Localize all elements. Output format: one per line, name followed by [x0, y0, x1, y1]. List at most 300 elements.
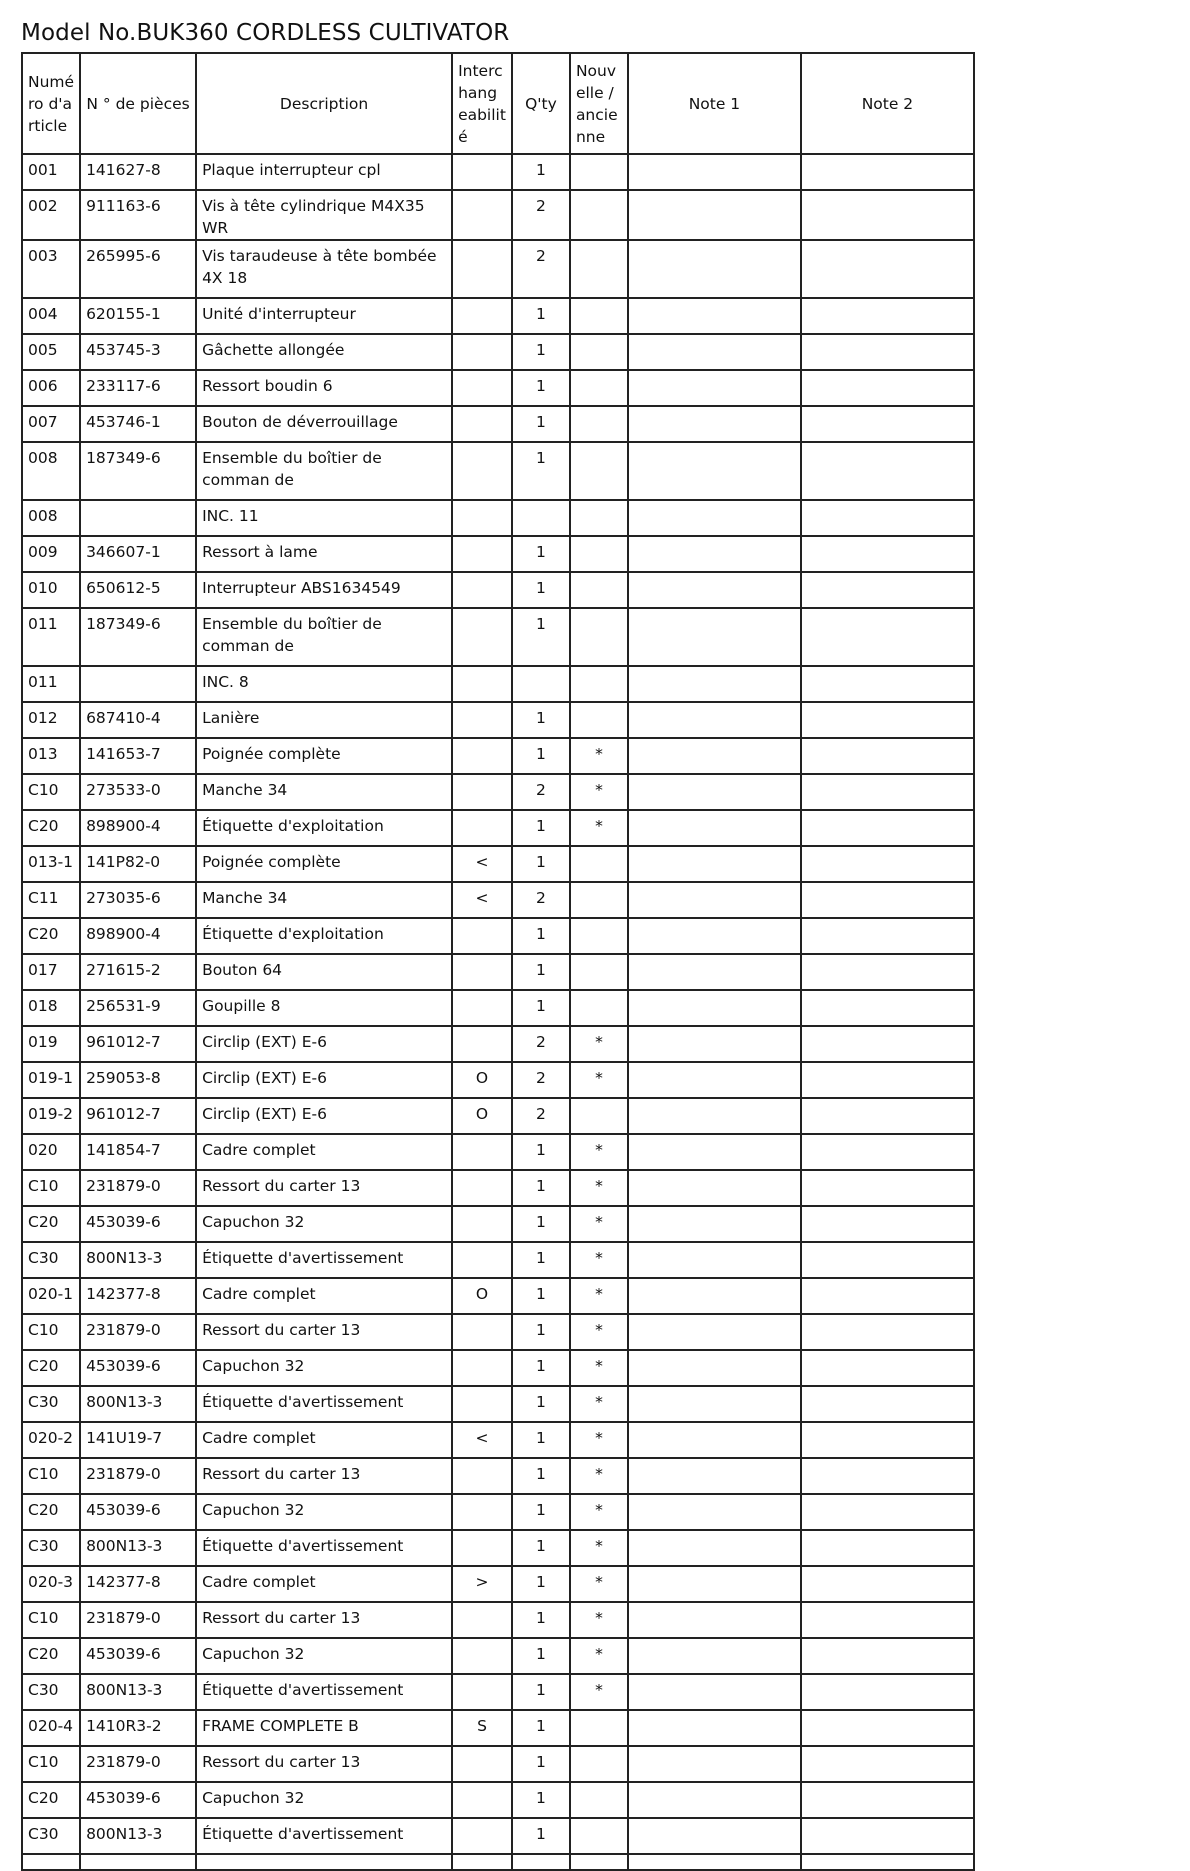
- cell-note1: [628, 1278, 801, 1314]
- cell-empty: [801, 1854, 974, 1870]
- table-row-cut: [22, 1854, 974, 1870]
- cell-part-no: 256531-9: [80, 990, 196, 1026]
- cell-note1: [628, 240, 801, 298]
- table-row: [22, 990, 974, 1026]
- table-row: [22, 1458, 974, 1494]
- cell-note1: [628, 1530, 801, 1566]
- cell-new-old: [570, 298, 628, 334]
- cell-interchangeability: [452, 154, 512, 190]
- cell-qty: 1: [512, 1494, 570, 1530]
- cell-note1: [628, 1242, 801, 1278]
- cell-item-no: C20: [22, 1782, 80, 1818]
- cell-qty: 2: [512, 1026, 570, 1062]
- cell-item-no: 020-1: [22, 1278, 80, 1314]
- table-row: [22, 1206, 974, 1242]
- cell-interchangeability: [452, 442, 512, 500]
- cell-description: Goupille 8: [196, 990, 452, 1026]
- cell-interchangeability: [452, 1170, 512, 1206]
- cell-note2: [801, 1674, 974, 1710]
- cell-note2: [801, 1530, 974, 1566]
- cell-note2: [801, 1602, 974, 1638]
- cell-description: Étiquette d'exploitation: [196, 810, 452, 846]
- table-body: [22, 154, 974, 1870]
- cell-note2: [801, 240, 974, 298]
- cell-part-no: 453746-1: [80, 406, 196, 442]
- table-row: [22, 1026, 974, 1062]
- table-row: [22, 442, 974, 500]
- cell-new-old: [570, 334, 628, 370]
- cell-note1: [628, 918, 801, 954]
- cell-description: Étiquette d'avertissement: [196, 1530, 452, 1566]
- cell-new-old: [570, 572, 628, 608]
- cell-note2: [801, 1818, 974, 1854]
- cell-description: Gâchette allongée: [196, 334, 452, 370]
- cell-interchangeability: [452, 536, 512, 572]
- cell-new-old: [570, 1098, 628, 1134]
- table-row: [22, 738, 974, 774]
- table-row: [22, 882, 974, 918]
- header-note1: Note 1: [628, 53, 801, 154]
- table-row: [22, 334, 974, 370]
- cell-interchangeability: [452, 1206, 512, 1242]
- cell-note2: [801, 442, 974, 500]
- cell-note2: [801, 918, 974, 954]
- cell-note2: [801, 500, 974, 536]
- cell-description: Cadre complet: [196, 1134, 452, 1170]
- table-row: [22, 1638, 974, 1674]
- header-new-old: Nouv elle / ancie nne: [570, 53, 628, 154]
- cell-new-old: *: [570, 1386, 628, 1422]
- cell-interchangeability: S: [452, 1710, 512, 1746]
- cell-note2: [801, 990, 974, 1026]
- cell-interchangeability: [452, 1746, 512, 1782]
- cell-part-no: 650612-5: [80, 572, 196, 608]
- cell-note1: [628, 154, 801, 190]
- cell-note2: [801, 1134, 974, 1170]
- cell-new-old: [570, 666, 628, 702]
- cell-item-no: 001: [22, 154, 80, 190]
- cell-note2: [801, 334, 974, 370]
- cell-interchangeability: <: [452, 882, 512, 918]
- cell-qty: 1: [512, 810, 570, 846]
- cell-note2: [801, 1206, 974, 1242]
- cell-interchangeability: [452, 334, 512, 370]
- cell-note1: [628, 1746, 801, 1782]
- cell-item-no: C10: [22, 1314, 80, 1350]
- cell-new-old: *: [570, 1674, 628, 1710]
- cell-qty: 1: [512, 1638, 570, 1674]
- cell-new-old: *: [570, 1242, 628, 1278]
- cell-part-no: 231879-0: [80, 1314, 196, 1350]
- cell-part-no: 141P82-0: [80, 846, 196, 882]
- cell-new-old: *: [570, 1494, 628, 1530]
- cell-note1: [628, 810, 801, 846]
- cell-new-old: [570, 536, 628, 572]
- cell-note2: [801, 810, 974, 846]
- cell-qty: 1: [512, 1134, 570, 1170]
- cell-note2: [801, 882, 974, 918]
- cell-note1: [628, 1098, 801, 1134]
- cell-qty: 1: [512, 370, 570, 406]
- cell-empty: [196, 1854, 452, 1870]
- cell-new-old: [570, 846, 628, 882]
- table-row: [22, 702, 974, 738]
- cell-note1: [628, 190, 801, 240]
- cell-part-no: 273533-0: [80, 774, 196, 810]
- cell-empty: [452, 1854, 512, 1870]
- cell-note1: [628, 500, 801, 536]
- cell-description: Capuchon 32: [196, 1494, 452, 1530]
- cell-note1: [628, 1386, 801, 1422]
- table-row: [22, 1566, 974, 1602]
- cell-note2: [801, 1170, 974, 1206]
- cell-interchangeability: >: [452, 1566, 512, 1602]
- cell-part-no: 620155-1: [80, 298, 196, 334]
- cell-note2: [801, 1026, 974, 1062]
- cell-qty: 1: [512, 1602, 570, 1638]
- cell-part-no: 687410-4: [80, 702, 196, 738]
- cell-new-old: [570, 442, 628, 500]
- cell-note1: [628, 370, 801, 406]
- cell-new-old: [570, 918, 628, 954]
- table-row: [22, 370, 974, 406]
- cell-note2: [801, 1746, 974, 1782]
- cell-part-no: 141653-7: [80, 738, 196, 774]
- cell-interchangeability: [452, 240, 512, 298]
- cell-note2: [801, 1350, 974, 1386]
- cell-note1: [628, 1350, 801, 1386]
- cell-note2: [801, 738, 974, 774]
- table-row: [22, 1602, 974, 1638]
- cell-description: Étiquette d'avertissement: [196, 1674, 452, 1710]
- cell-item-no: 012: [22, 702, 80, 738]
- cell-description: Vis taraudeuse à tête bombée 4X 18: [196, 240, 452, 298]
- cell-item-no: 020: [22, 1134, 80, 1170]
- cell-item-no: 019-2: [22, 1098, 80, 1134]
- cell-interchangeability: [452, 1818, 512, 1854]
- cell-note1: [628, 572, 801, 608]
- cell-qty: [512, 666, 570, 702]
- cell-description: Ensemble du boîtier de comman de: [196, 442, 452, 500]
- cell-part-no: 453039-6: [80, 1638, 196, 1674]
- cell-new-old: *: [570, 1170, 628, 1206]
- cell-part-no: 800N13-3: [80, 1674, 196, 1710]
- table-row: [22, 1314, 974, 1350]
- cell-interchangeability: O: [452, 1098, 512, 1134]
- cell-item-no: C10: [22, 1602, 80, 1638]
- cell-part-no: 231879-0: [80, 1746, 196, 1782]
- cell-interchangeability: [452, 370, 512, 406]
- cell-new-old: [570, 190, 628, 240]
- cell-qty: 1: [512, 1566, 570, 1602]
- cell-new-old: *: [570, 1422, 628, 1458]
- cell-note1: [628, 1638, 801, 1674]
- cell-description: Cadre complet: [196, 1422, 452, 1458]
- cell-item-no: C10: [22, 1170, 80, 1206]
- cell-part-no: 800N13-3: [80, 1530, 196, 1566]
- cell-part-no: 898900-4: [80, 810, 196, 846]
- cell-qty: 1: [512, 1458, 570, 1494]
- table-row: [22, 1170, 974, 1206]
- cell-item-no: 003: [22, 240, 80, 298]
- table-row: [22, 1494, 974, 1530]
- cell-part-no: 911163-6: [80, 190, 196, 240]
- cell-note1: [628, 536, 801, 572]
- cell-part-no: 453039-6: [80, 1206, 196, 1242]
- cell-interchangeability: <: [452, 846, 512, 882]
- cell-interchangeability: [452, 738, 512, 774]
- cell-description: Lanière: [196, 702, 452, 738]
- cell-interchangeability: [452, 1386, 512, 1422]
- cell-description: Poignée complète: [196, 846, 452, 882]
- cell-new-old: *: [570, 1278, 628, 1314]
- cell-note1: [628, 1314, 801, 1350]
- cell-item-no: 007: [22, 406, 80, 442]
- cell-interchangeability: <: [452, 1422, 512, 1458]
- cell-new-old: [570, 1746, 628, 1782]
- cell-qty: 1: [512, 1674, 570, 1710]
- cell-new-old: *: [570, 1314, 628, 1350]
- cell-note2: [801, 702, 974, 738]
- table-row: [22, 536, 974, 572]
- header-qty: Q'ty: [512, 53, 570, 154]
- table-row: [22, 1818, 974, 1854]
- cell-note2: [801, 190, 974, 240]
- cell-note1: [628, 1566, 801, 1602]
- cell-qty: 1: [512, 1710, 570, 1746]
- cell-item-no: 010: [22, 572, 80, 608]
- cell-item-no: 018: [22, 990, 80, 1026]
- cell-item-no: C30: [22, 1242, 80, 1278]
- cell-qty: 1: [512, 1242, 570, 1278]
- cell-part-no: 453039-6: [80, 1350, 196, 1386]
- cell-qty: 1: [512, 608, 570, 666]
- cell-interchangeability: [452, 1674, 512, 1710]
- cell-qty: 2: [512, 190, 570, 240]
- cell-interchangeability: [452, 1458, 512, 1494]
- cell-new-old: [570, 500, 628, 536]
- cell-interchangeability: [452, 1350, 512, 1386]
- cell-description: Vis à tête cylindrique M4X35 WR: [196, 190, 452, 240]
- cell-qty: 1: [512, 442, 570, 500]
- cell-part-no: 231879-0: [80, 1170, 196, 1206]
- table-row: [22, 1062, 974, 1098]
- cell-new-old: [570, 240, 628, 298]
- cell-qty: 1: [512, 1782, 570, 1818]
- cell-part-no: 265995-6: [80, 240, 196, 298]
- cell-part-no: 187349-6: [80, 608, 196, 666]
- cell-qty: 1: [512, 918, 570, 954]
- cell-note1: [628, 1134, 801, 1170]
- table-row: [22, 1530, 974, 1566]
- table-row: [22, 500, 974, 536]
- table-row: [22, 810, 974, 846]
- cell-qty: 1: [512, 572, 570, 608]
- cell-description: Bouton 64: [196, 954, 452, 990]
- cell-note2: [801, 1314, 974, 1350]
- cell-note1: [628, 608, 801, 666]
- cell-description: Ressort du carter 13: [196, 1602, 452, 1638]
- cell-item-no: 006: [22, 370, 80, 406]
- cell-note2: [801, 1782, 974, 1818]
- cell-part-no: 231879-0: [80, 1602, 196, 1638]
- cell-interchangeability: [452, 1026, 512, 1062]
- cell-interchangeability: [452, 666, 512, 702]
- cell-item-no: C30: [22, 1386, 80, 1422]
- cell-part-no: 231879-0: [80, 1458, 196, 1494]
- table-row: [22, 774, 974, 810]
- cell-qty: 1: [512, 1422, 570, 1458]
- cell-interchangeability: [452, 572, 512, 608]
- cell-item-no: 005: [22, 334, 80, 370]
- cell-description: FRAME COMPLETE B: [196, 1710, 452, 1746]
- cell-item-no: 013-1: [22, 846, 80, 882]
- cell-item-no: C30: [22, 1818, 80, 1854]
- cell-note2: [801, 1098, 974, 1134]
- cell-note2: [801, 298, 974, 334]
- cell-empty: [512, 1854, 570, 1870]
- cell-item-no: C20: [22, 918, 80, 954]
- cell-interchangeability: [452, 918, 512, 954]
- cell-item-no: C10: [22, 774, 80, 810]
- cell-note2: [801, 1062, 974, 1098]
- cell-interchangeability: [452, 190, 512, 240]
- page-title: Model No.BUK360 CORDLESS CULTIVATOR: [21, 20, 510, 46]
- cell-empty: [22, 1854, 80, 1870]
- table-row: [22, 954, 974, 990]
- cell-note1: [628, 738, 801, 774]
- cell-description: Capuchon 32: [196, 1638, 452, 1674]
- cell-description: Capuchon 32: [196, 1782, 452, 1818]
- cell-part-no: 961012-7: [80, 1026, 196, 1062]
- table-header: [22, 53, 974, 154]
- cell-description: Circlip (EXT) E-6: [196, 1026, 452, 1062]
- cell-note2: [801, 1566, 974, 1602]
- cell-part-no: [80, 500, 196, 536]
- cell-part-no: 898900-4: [80, 918, 196, 954]
- cell-new-old: *: [570, 1530, 628, 1566]
- cell-description: Capuchon 32: [196, 1350, 452, 1386]
- cell-note1: [628, 1674, 801, 1710]
- cell-new-old: [570, 954, 628, 990]
- table-row: [22, 1134, 974, 1170]
- cell-item-no: 019-1: [22, 1062, 80, 1098]
- cell-note2: [801, 536, 974, 572]
- cell-description: Manche 34: [196, 774, 452, 810]
- cell-note2: [801, 666, 974, 702]
- cell-item-no: 002: [22, 190, 80, 240]
- cell-note2: [801, 608, 974, 666]
- cell-note1: [628, 1062, 801, 1098]
- cell-new-old: [570, 608, 628, 666]
- cell-item-no: 011: [22, 666, 80, 702]
- cell-description: Ressort du carter 13: [196, 1314, 452, 1350]
- cell-new-old: [570, 370, 628, 406]
- cell-part-no: 141627-8: [80, 154, 196, 190]
- cell-interchangeability: [452, 810, 512, 846]
- cell-interchangeability: [452, 298, 512, 334]
- cell-new-old: [570, 990, 628, 1026]
- cell-note2: [801, 1242, 974, 1278]
- cell-part-no: 142377-8: [80, 1566, 196, 1602]
- cell-note1: [628, 990, 801, 1026]
- cell-description: Ressort du carter 13: [196, 1458, 452, 1494]
- header-item-no: Numé ro d'a rticle: [22, 53, 80, 154]
- cell-qty: 2: [512, 1062, 570, 1098]
- cell-qty: 2: [512, 882, 570, 918]
- cell-item-no: C20: [22, 810, 80, 846]
- cell-note2: [801, 954, 974, 990]
- cell-interchangeability: [452, 1530, 512, 1566]
- cell-interchangeability: O: [452, 1062, 512, 1098]
- cell-item-no: 013: [22, 738, 80, 774]
- cell-note1: [628, 1422, 801, 1458]
- table-row: [22, 240, 974, 298]
- cell-qty: 1: [512, 990, 570, 1026]
- table-row: [22, 608, 974, 666]
- header-interchangeability: Interc hang eabilit é: [452, 53, 512, 154]
- cell-description: Plaque interrupteur cpl: [196, 154, 452, 190]
- table-row: [22, 572, 974, 608]
- table-row: [22, 846, 974, 882]
- cell-interchangeability: [452, 1242, 512, 1278]
- cell-part-no: 453039-6: [80, 1494, 196, 1530]
- cell-note1: [628, 882, 801, 918]
- cell-part-no: 187349-6: [80, 442, 196, 500]
- cell-note2: [801, 1278, 974, 1314]
- cell-description: Circlip (EXT) E-6: [196, 1062, 452, 1098]
- cell-item-no: C20: [22, 1206, 80, 1242]
- cell-new-old: [570, 406, 628, 442]
- table-row: [22, 190, 974, 240]
- cell-interchangeability: O: [452, 1278, 512, 1314]
- cell-empty: [80, 1854, 196, 1870]
- cell-item-no: 019: [22, 1026, 80, 1062]
- cell-interchangeability: [452, 1602, 512, 1638]
- cell-new-old: [570, 154, 628, 190]
- cell-new-old: [570, 1818, 628, 1854]
- table-row: [22, 298, 974, 334]
- cell-interchangeability: [452, 1638, 512, 1674]
- cell-qty: 1: [512, 846, 570, 882]
- header-part-no: N ° de pièces: [80, 53, 196, 154]
- cell-new-old: *: [570, 1134, 628, 1170]
- cell-new-old: *: [570, 774, 628, 810]
- cell-note1: [628, 334, 801, 370]
- cell-interchangeability: [452, 1494, 512, 1530]
- cell-description: Étiquette d'avertissement: [196, 1818, 452, 1854]
- table-row: [22, 918, 974, 954]
- table-row: [22, 1098, 974, 1134]
- cell-part-no: 800N13-3: [80, 1386, 196, 1422]
- cell-note2: [801, 370, 974, 406]
- cell-item-no: 020-4: [22, 1710, 80, 1746]
- cell-part-no: 346607-1: [80, 536, 196, 572]
- cell-part-no: 273035-6: [80, 882, 196, 918]
- cell-item-no: 020-3: [22, 1566, 80, 1602]
- cell-qty: 1: [512, 1818, 570, 1854]
- cell-qty: 2: [512, 774, 570, 810]
- cell-qty: 1: [512, 154, 570, 190]
- cell-qty: 1: [512, 1278, 570, 1314]
- cell-description: Circlip (EXT) E-6: [196, 1098, 452, 1134]
- cell-qty: 1: [512, 406, 570, 442]
- cell-empty: [628, 1854, 801, 1870]
- cell-qty: 1: [512, 738, 570, 774]
- cell-note2: [801, 1638, 974, 1674]
- cell-description: Étiquette d'avertissement: [196, 1242, 452, 1278]
- cell-note2: [801, 846, 974, 882]
